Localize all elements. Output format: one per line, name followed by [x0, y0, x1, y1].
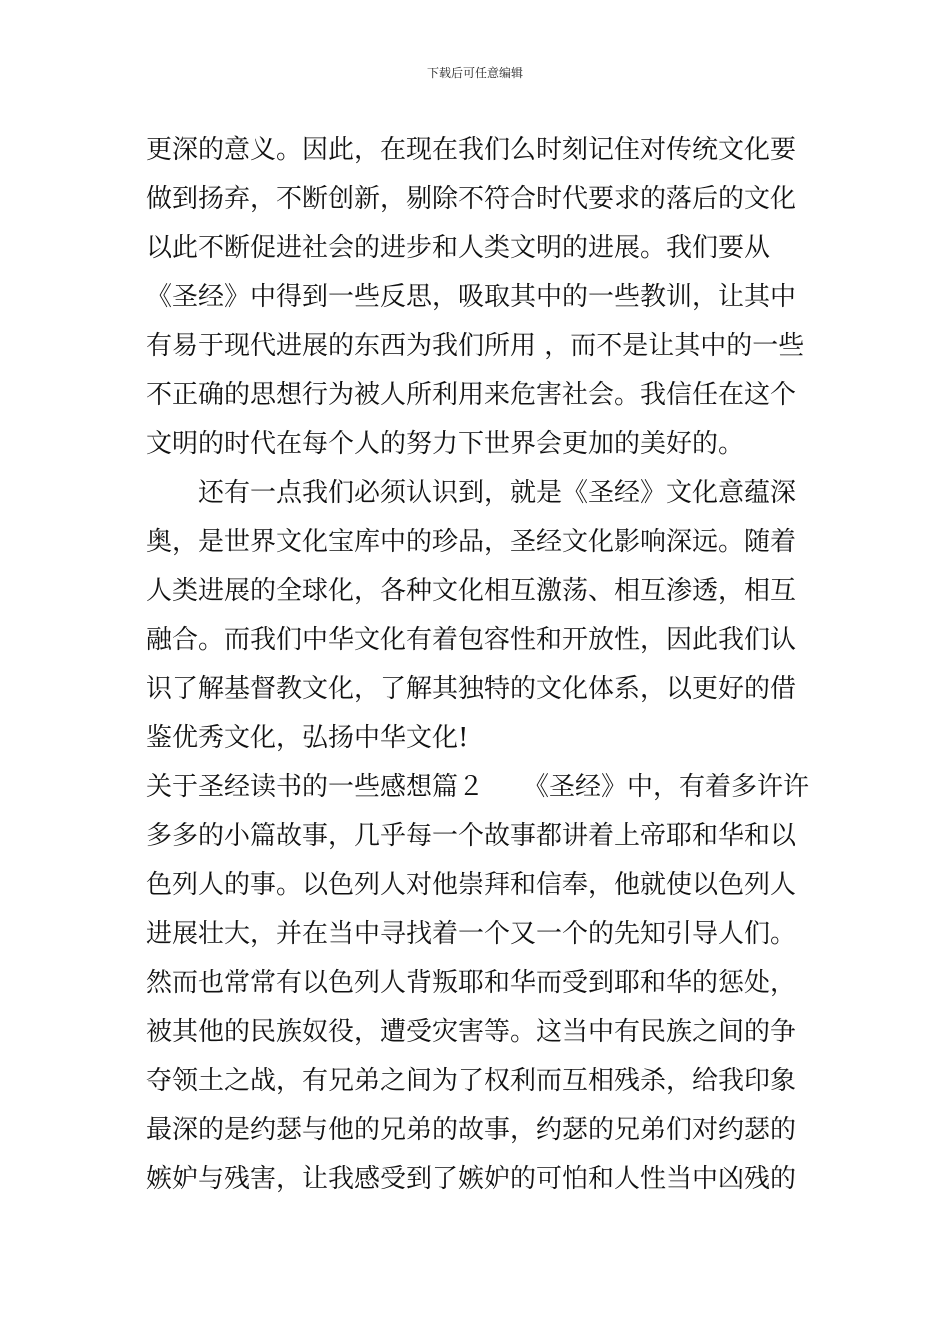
text-line: 然而也常常有以色列人背叛耶和华而受到耶和华的惩处，	[146, 968, 797, 998]
text-line: 嫉妒与残害，让我感受到了嫉妒的可怕和人性当中凶残的	[146, 1164, 797, 1194]
paragraph-start-line: 还有一点我们必须认识到，就是《圣经》文化意蕴深	[198, 478, 797, 508]
text-line: 不正确的思想行为被人所利用来危害社会。我信任在这个	[146, 380, 797, 410]
text-line: 文明的时代在每个人的努力下世界会更加的美好的。	[146, 429, 745, 459]
text-line: 更深的意义。因此，在现在我们么时刻记住对传统文化要	[146, 135, 797, 165]
text-line: 鉴优秀文化，弘扬中华文化!	[146, 723, 469, 753]
text-line: 融合。而我们中华文化有着包容性和开放性，因此我们认	[146, 625, 797, 655]
document-body	[146, 126, 816, 1204]
text-line: 做到扬弃，不断创新，剔除不符合时代要求的落后的文化	[146, 184, 797, 214]
section-heading-line: 关于圣经读书的一些感想篇２ 《圣经》中，有着多许许	[146, 772, 810, 802]
page-header-note: 下载后可任意编辑	[426, 66, 523, 80]
text-line: 夺领土之战，有兄弟之间为了权利而互相残杀，给我印象	[146, 1066, 797, 1096]
text-line: 进展壮大，并在当中寻找着一个又一个的先知引导人们。	[146, 919, 797, 949]
text-line: 有易于现代进展的东西为我们所用 ，而不是让其中的一些	[146, 331, 805, 361]
text-line: 奥，是世界文化宝库中的珍品，圣经文化影响深远。随着	[146, 527, 797, 557]
text-line: 《圣经》中得到一些反思，吸取其中的一些教训，让其中	[146, 282, 797, 312]
text-line: 人类进展的全球化，各种文化相互激荡、相互渗透，相互	[146, 576, 797, 606]
text-line: 以此不断促进社会的进步和人类文明的进展。我们要从	[146, 233, 771, 263]
text-line: 多多的小篇故事，几乎每一个故事都讲着上帝耶和华和以	[146, 821, 797, 851]
text-line: 识了解基督教文化，了解其独特的文化体系，以更好的借	[146, 674, 797, 704]
text-line: 色列人的事。以色列人对他崇拜和信奉，他就使以色列人	[146, 870, 797, 900]
text-line: 被其他的民族奴役，遭受灾害等。这当中有民族之间的争	[146, 1017, 797, 1047]
text-line: 最深的是约瑟与他的兄弟的故事，约瑟的兄弟们对约瑟的	[146, 1115, 797, 1145]
